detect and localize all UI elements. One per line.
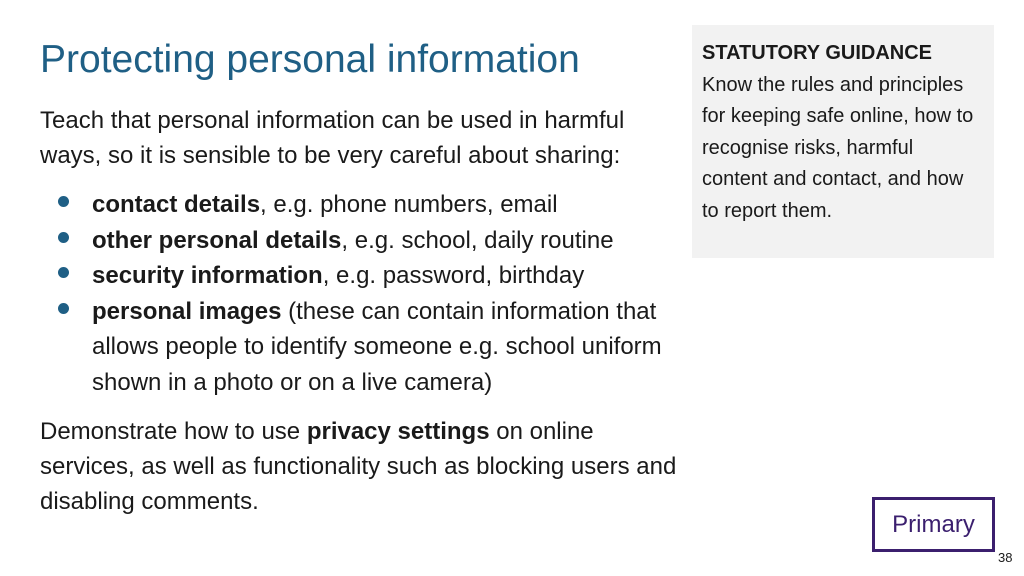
list-item [40,187,680,223]
bullet-text: , e.g. password, birthday [322,262,585,289]
primary-badge: Primary [872,497,995,552]
demo-text-post: on online services, as well as functionality such as blocking users and disabling comments. [40,418,677,515]
bullet-dot-icon [58,232,69,243]
bullet-text: , e.g. school, daily routine [341,226,614,254]
bullet-dot-icon [58,303,69,314]
guidance-body: Know the rules and principles for keeping safe online, how to recognise risks, harmful content and contact, and how to report them. [702,73,974,222]
bullet-term: personal images [92,297,282,325]
bullet-dot-icon [58,196,69,207]
guidance-heading: STATUTORY GUIDANCE [702,42,933,64]
bullet-term: security information [92,262,323,289]
demo-paragraph [40,414,690,519]
list-item [40,294,680,401]
page-title: Protecting personal information [40,38,580,81]
statutory-guidance-box [692,25,994,258]
list-item [40,223,680,259]
demo-term: privacy settings [306,418,490,445]
bullet-term: contact details [92,191,261,218]
list-item [40,258,680,294]
bullet-term: other personal details [92,226,342,254]
demo-text-pre: Demonstrate how to use [40,418,307,445]
bullet-list [40,187,680,400]
intro-paragraph: Teach that personal information can be used in harmful ways, so it is sensible to be very careful about sharing: [40,107,625,169]
bullet-text: , e.g. phone numbers, email [260,191,558,218]
bullet-text: (these can contain information that allows people to identify someone e.g. school uniform shown in a photo or on a live camera) [92,297,662,396]
bullet-dot-icon [58,267,69,278]
page-number: 38 [998,550,1013,565]
